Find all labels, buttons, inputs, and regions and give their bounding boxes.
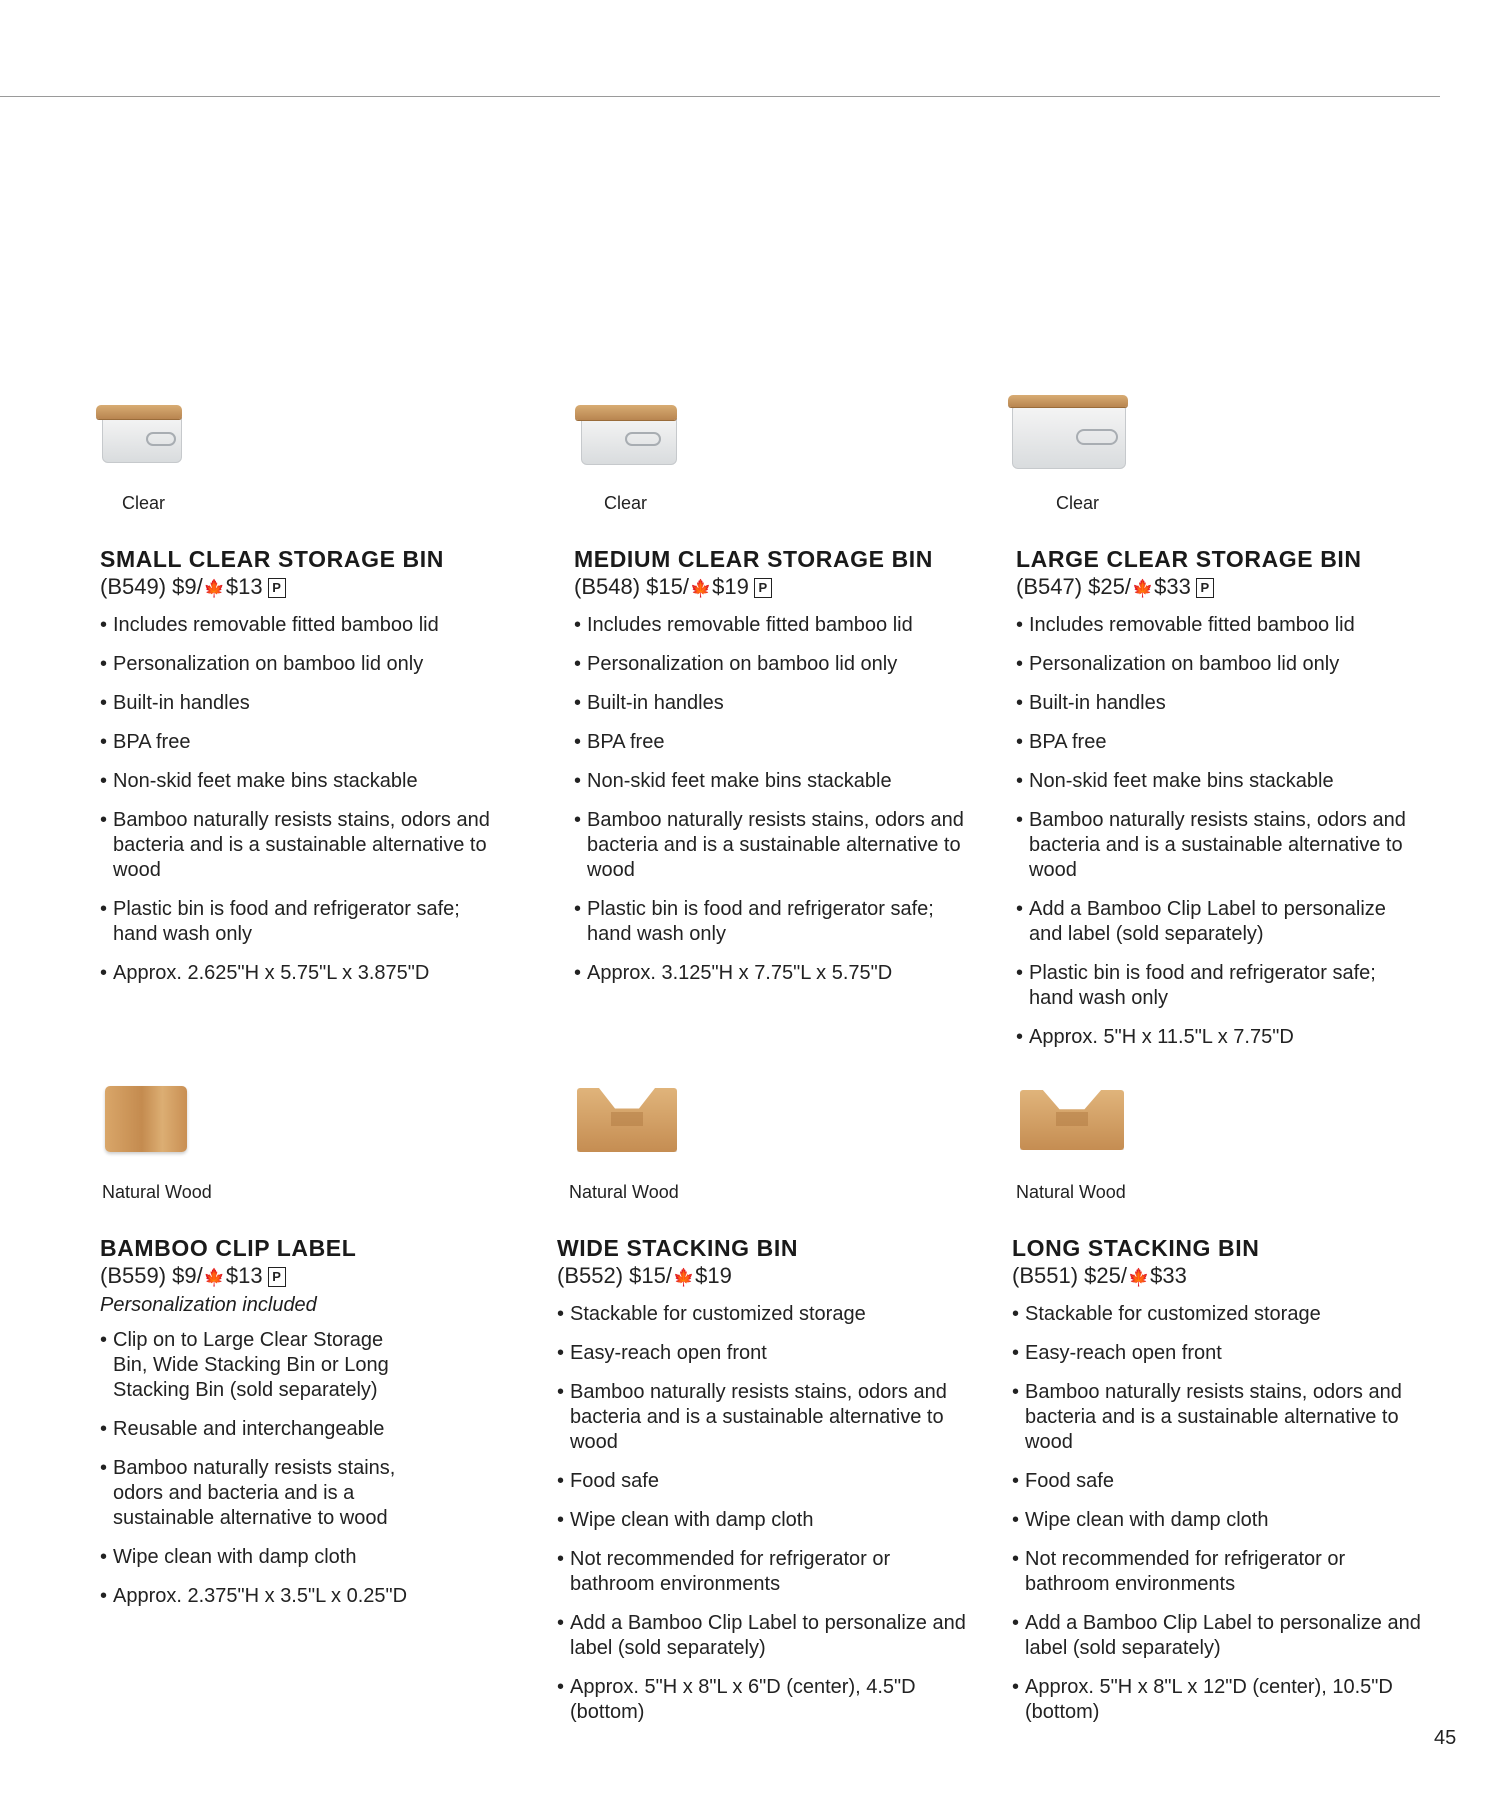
product-title: LONG STACKING BIN — [1012, 1235, 1260, 1261]
feature-item — [100, 1417, 420, 1442]
price-cad: $13 — [225, 1263, 263, 1288]
feature-item — [1012, 1508, 1422, 1533]
product-image — [1008, 395, 1138, 481]
product-small-clear-storage-bin — [100, 395, 520, 1000]
bullet-icon: • — [1012, 1303, 1020, 1325]
color-label: Natural Wood — [102, 1182, 212, 1202]
feature-text: Wipe clean with damp cloth — [570, 1509, 814, 1531]
feature-list — [557, 1302, 967, 1725]
feature-item — [1012, 1302, 1422, 1327]
feature-item — [574, 897, 974, 947]
feature-item — [557, 1380, 967, 1455]
feature-text: Add a Bamboo Clip Label to personalize and label (sold separately) — [1025, 1612, 1421, 1659]
feature-text: Plastic bin is food and refrigerator safe; hand wash only — [1029, 962, 1376, 1009]
feature-item — [557, 1341, 967, 1366]
bullet-icon: • — [574, 731, 582, 753]
bullet-icon: • — [1012, 1509, 1020, 1531]
bullet-icon: • — [557, 1303, 565, 1325]
product-title: LARGE CLEAR STORAGE BIN — [1016, 546, 1362, 572]
price-code: (B551) $25/ — [1012, 1263, 1127, 1288]
feature-text: Stackable for customized storage — [570, 1303, 866, 1325]
feature-item — [1016, 769, 1416, 794]
feature-text: Personalization on bamboo lid only — [113, 653, 424, 675]
feature-text: Reusable and interchangeable — [113, 1418, 385, 1440]
bullet-icon: • — [1016, 731, 1024, 753]
bullet-icon: • — [1016, 770, 1024, 792]
feature-item — [574, 613, 974, 638]
feature-item — [574, 652, 974, 677]
bullet-icon: • — [100, 1329, 108, 1351]
feature-text: Built-in handles — [113, 692, 250, 714]
feature-text: Food safe — [570, 1470, 659, 1492]
bullet-icon: • — [574, 809, 582, 831]
feature-item — [1016, 691, 1416, 716]
maple-leaf-icon: 🍁 — [672, 1268, 695, 1287]
product-medium-clear-storage-bin — [574, 395, 994, 1000]
product-title: SMALL CLEAR STORAGE BIN — [100, 546, 444, 572]
feature-text: Includes removable fitted bamboo lid — [113, 614, 439, 636]
bullet-icon: • — [557, 1509, 565, 1531]
feature-item — [557, 1302, 967, 1327]
bullet-icon: • — [574, 962, 582, 984]
feature-text: Bamboo naturally resists stains, odors and bacteria and is a sustainable alternative to wood — [587, 809, 964, 881]
feature-list — [100, 613, 500, 986]
product-wide-stacking-bin — [557, 1082, 977, 1739]
feature-text: Bamboo naturally resists stains, odors and bacteria and is a sustainable alternative to wood — [1025, 1381, 1402, 1453]
personalization-badge: P — [1196, 578, 1214, 598]
bullet-icon: • — [100, 770, 108, 792]
feature-text: Approx. 5"H x 8"L x 6"D (center), 4.5"D (bottom) — [570, 1676, 916, 1723]
feature-item — [1016, 897, 1416, 947]
bullet-icon: • — [1012, 1612, 1020, 1634]
bullet-icon: • — [100, 962, 108, 984]
feature-text: BPA free — [587, 731, 665, 753]
price-cad: $33 — [1150, 1263, 1187, 1288]
maple-leaf-icon: 🍁 — [1131, 579, 1154, 598]
feature-item — [557, 1508, 967, 1533]
feature-item — [574, 769, 974, 794]
product-large-clear-storage-bin — [1016, 395, 1436, 1064]
feature-item — [1016, 808, 1416, 883]
feature-text: Approx. 2.375"H x 3.5"L x 0.25"D — [113, 1585, 408, 1607]
feature-item — [100, 691, 500, 716]
personalization-badge: P — [268, 578, 286, 598]
feature-list — [574, 613, 974, 986]
feature-text: Non-skid feet make bins stackable — [113, 770, 418, 792]
feature-item — [1012, 1675, 1422, 1725]
price-code: (B559) $9/ — [100, 1263, 203, 1288]
feature-item — [574, 730, 974, 755]
price-cad: $13 — [225, 574, 263, 599]
maple-leaf-icon: 🍁 — [689, 579, 712, 598]
feature-list — [1012, 1302, 1422, 1725]
feature-text: Food safe — [1025, 1470, 1114, 1492]
price-cad: $19 — [695, 1263, 732, 1288]
feature-item — [100, 1456, 420, 1531]
price-code: (B547) $25/ — [1016, 574, 1131, 599]
feature-text: Bamboo naturally resists stains, odors and bacteria and is a sustainable alternative to wood — [1029, 809, 1406, 881]
feature-item — [100, 1584, 420, 1609]
bullet-icon: • — [1016, 614, 1024, 636]
feature-item — [100, 897, 500, 947]
product-price — [1016, 573, 1436, 603]
bullet-icon: • — [100, 1457, 108, 1479]
feature-item — [100, 730, 500, 755]
bullet-icon: • — [574, 614, 582, 636]
color-label: Clear — [604, 493, 648, 513]
maple-leaf-icon: 🍁 — [203, 1268, 225, 1287]
feature-item — [100, 1545, 420, 1570]
feature-text: Wipe clean with damp cloth — [113, 1546, 357, 1568]
bullet-icon: • — [1012, 1381, 1020, 1403]
feature-item — [1016, 730, 1416, 755]
feature-item — [1012, 1341, 1422, 1366]
price-cad: $19 — [712, 574, 749, 599]
product-image — [105, 1082, 225, 1170]
feature-item — [1012, 1547, 1422, 1597]
bullet-icon: • — [100, 1418, 108, 1440]
feature-text: BPA free — [113, 731, 191, 753]
product-price — [557, 1262, 977, 1292]
feature-text: Not recommended for refrigerator or bathroom environments — [1025, 1548, 1346, 1595]
personalization-badge: P — [754, 578, 772, 598]
feature-item — [1016, 652, 1416, 677]
product-title: BAMBOO CLIP LABEL — [100, 1235, 357, 1261]
bullet-icon: • — [100, 614, 108, 636]
bullet-icon: • — [100, 692, 108, 714]
feature-item — [1012, 1469, 1422, 1494]
product-long-stacking-bin — [1012, 1082, 1432, 1739]
product-image — [96, 395, 216, 481]
feature-text: Bamboo naturally resists stains, odors and bacteria and is a sustainable alternative to wood — [113, 809, 490, 881]
feature-item — [1012, 1611, 1422, 1661]
bullet-icon: • — [557, 1381, 565, 1403]
bullet-icon: • — [557, 1676, 565, 1698]
bullet-icon: • — [1012, 1676, 1020, 1698]
product-image — [577, 1082, 697, 1170]
bullet-icon: • — [100, 1546, 108, 1568]
bullet-icon: • — [1016, 898, 1024, 920]
bullet-icon: • — [100, 1585, 108, 1607]
bullet-icon: • — [1016, 653, 1024, 675]
feature-text: Bamboo naturally resists stains, odors and bacteria and is a sustainable alternative to wood — [113, 1457, 396, 1529]
bullet-icon: • — [1012, 1342, 1020, 1364]
color-label: Clear — [122, 493, 166, 513]
color-label: Natural Wood — [1016, 1182, 1126, 1202]
feature-item — [1012, 1380, 1422, 1455]
feature-item — [574, 808, 974, 883]
feature-text: Approx. 2.625"H x 5.75"L x 3.875"D — [113, 962, 430, 984]
product-title: WIDE STACKING BIN — [557, 1235, 799, 1261]
feature-item — [557, 1675, 967, 1725]
price-code: (B552) $15/ — [557, 1263, 672, 1288]
feature-text: Add a Bamboo Clip Label to personalize and label (sold separately) — [1029, 898, 1386, 945]
bullet-icon: • — [557, 1548, 565, 1570]
feature-item — [100, 769, 500, 794]
personalization-badge: P — [268, 1267, 286, 1287]
feature-list — [100, 1328, 420, 1609]
bullet-icon: • — [100, 898, 108, 920]
feature-text: BPA free — [1029, 731, 1107, 753]
feature-text: Not recommended for refrigerator or bathroom environments — [570, 1548, 891, 1595]
bullet-icon: • — [100, 653, 108, 675]
feature-text: Clip on to Large Clear Storage Bin, Wide Stacking Bin or Long Stacking Bin (sold separately) — [113, 1329, 389, 1401]
feature-item — [1016, 613, 1416, 638]
header-divider — [0, 96, 1440, 97]
feature-text: Wipe clean with damp cloth — [1025, 1509, 1269, 1531]
feature-text: Personalization on bamboo lid only — [587, 653, 898, 675]
bullet-icon: • — [1012, 1470, 1020, 1492]
feature-text: Built-in handles — [1029, 692, 1166, 714]
feature-item — [1016, 1025, 1416, 1050]
feature-item — [574, 691, 974, 716]
bullet-icon: • — [1016, 809, 1024, 831]
bullet-icon: • — [574, 653, 582, 675]
feature-item — [100, 652, 500, 677]
feature-text: Built-in handles — [587, 692, 724, 714]
maple-leaf-icon: 🍁 — [203, 579, 225, 598]
bullet-icon: • — [1016, 1026, 1024, 1048]
product-image — [1020, 1082, 1140, 1170]
feature-item — [1016, 961, 1416, 1011]
feature-item — [557, 1547, 967, 1597]
feature-item — [100, 808, 500, 883]
product-title: MEDIUM CLEAR STORAGE BIN — [574, 546, 933, 572]
bullet-icon: • — [100, 809, 108, 831]
feature-item — [100, 613, 500, 638]
product-price — [1012, 1262, 1432, 1292]
feature-text: Approx. 5"H x 8"L x 12"D (center), 10.5"D (bottom) — [1025, 1676, 1393, 1723]
feature-text: Includes removable fitted bamboo lid — [587, 614, 913, 636]
bullet-icon: • — [574, 898, 582, 920]
feature-text: Stackable for customized storage — [1025, 1303, 1321, 1325]
feature-item — [100, 961, 500, 986]
feature-text: Easy-reach open front — [1025, 1342, 1222, 1364]
bullet-icon: • — [1016, 692, 1024, 714]
bullet-icon: • — [557, 1342, 565, 1364]
product-image — [575, 395, 695, 481]
feature-list — [1016, 613, 1416, 1050]
feature-item — [100, 1328, 420, 1403]
bullet-icon: • — [1016, 962, 1024, 984]
feature-text: Plastic bin is food and refrigerator safe; hand wash only — [587, 898, 934, 945]
price-cad: $33 — [1154, 574, 1191, 599]
price-code: (B548) $15/ — [574, 574, 689, 599]
bullet-icon: • — [100, 731, 108, 753]
color-label: Clear — [1056, 493, 1100, 513]
feature-text: Personalization on bamboo lid only — [1029, 653, 1340, 675]
feature-text: Plastic bin is food and refrigerator safe; hand wash only — [113, 898, 460, 945]
page-number: 45 — [1434, 1727, 1457, 1749]
feature-text: Bamboo naturally resists stains, odors and bacteria and is a sustainable alternative to wood — [570, 1381, 947, 1453]
feature-item — [574, 961, 974, 986]
product-price — [100, 1262, 520, 1292]
feature-text: Approx. 5"H x 11.5"L x 7.75"D — [1029, 1026, 1294, 1048]
color-label: Natural Wood — [569, 1182, 679, 1202]
feature-text: Non-skid feet make bins stackable — [587, 770, 892, 792]
personalization-note: Personalization included — [100, 1294, 317, 1316]
bullet-icon: • — [557, 1612, 565, 1634]
bullet-icon: • — [557, 1470, 565, 1492]
feature-item — [557, 1469, 967, 1494]
price-code: (B549) $9/ — [100, 574, 203, 599]
feature-text: Non-skid feet make bins stackable — [1029, 770, 1334, 792]
feature-text: Approx. 3.125"H x 7.75"L x 5.75"D — [587, 962, 893, 984]
feature-item — [557, 1611, 967, 1661]
product-price — [574, 573, 994, 603]
feature-text: Add a Bamboo Clip Label to personalize and label (sold separately) — [570, 1612, 966, 1659]
feature-text: Includes removable fitted bamboo lid — [1029, 614, 1355, 636]
maple-leaf-icon: 🍁 — [1127, 1268, 1150, 1287]
bullet-icon: • — [574, 770, 582, 792]
feature-text: Easy-reach open front — [570, 1342, 767, 1364]
bullet-icon: • — [1012, 1548, 1020, 1570]
product-price — [100, 573, 520, 603]
bullet-icon: • — [574, 692, 582, 714]
product-bamboo-clip-label — [100, 1082, 520, 1623]
